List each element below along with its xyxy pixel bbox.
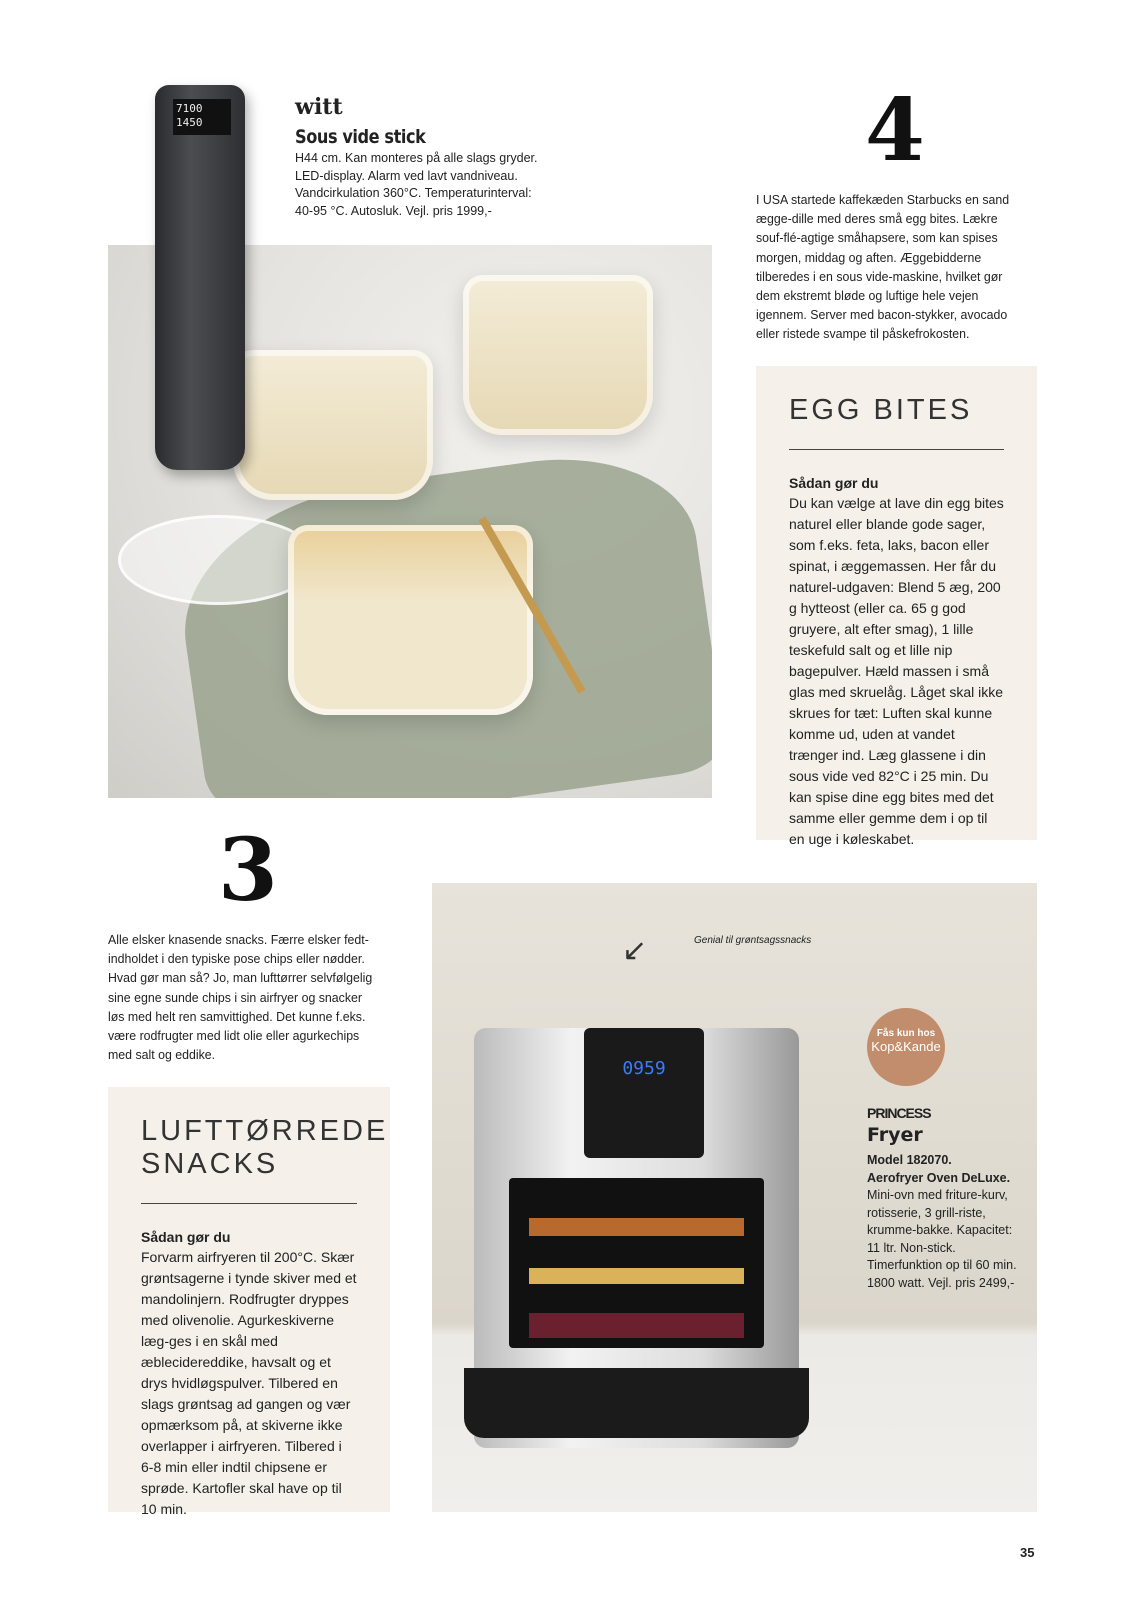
fryer-door xyxy=(464,1368,809,1438)
recipe-title: EGG BITES xyxy=(789,394,973,426)
fryer-display: 0959 xyxy=(584,1028,704,1158)
product-description: H44 cm. Kan monteres på alle slags gryder. LED-display. Alarm ved lavt vandniveau. Vandcirkulation 360°C. Temperaturinterval: 40-95 °C. Autosluk. Vejl. pris 1999,- xyxy=(295,151,538,218)
recipe-text: Du kan vælge at lave din egg bites naturel eller blande gode sager, som f.eks. feta, laks, bacon eller spinat, i æggemassen. Her får du naturel-udgaven: Blend 5 æg, 200 g hytteost (eller ca. 65 g god gruyere, alt efter smag), 1 lille teskefuld salt og et lille nip bagepulver. Hæld massen i små glas med skruelåg. Låget skal ikke skrues for tæt: Luften skal kunne komme ud, uden at vandet trænger ind. Læg glassene i din sous vide ved 82°C i 25 min. Du kan spise dine egg bites med det samme eller gemme dem i op til en uge i køleskabet. xyxy=(789,495,1004,847)
intro-text: Alle elsker knasende snacks. Færre elsker fedt-indholdet i den typiske pose chips eller nødder. Hvad gør man så? Jo, man lufttørrer selvfølgelig sine egne sunde chips i sin airfryer og snacker løs med helt ren samvittighed. Det kunne f.eks. være rodfrugter med lidt olie eller agurkechips med salt og eddike. xyxy=(108,932,373,1063)
product-title: Sous vide stick xyxy=(295,126,426,148)
sous-vide-stick-image xyxy=(155,85,245,470)
page-number: 35 xyxy=(1020,1545,1035,1560)
recipe-box-snacks xyxy=(108,1087,390,1517)
air-fryer-image xyxy=(474,1028,799,1448)
arrow-icon: ↙ xyxy=(622,934,648,967)
specs: Mini-ovn med friture-kurv, rotisserie, 3 grill-riste, krumme-bakke. Kapacitet: 11 ltr. Non-stick. Timerfunktion op til 60 min. 1800 watt. Vejl. pris 2499,- xyxy=(867,1188,1017,1290)
model: Model 182070. xyxy=(867,1153,952,1167)
divider xyxy=(141,1203,357,1204)
chips-tray xyxy=(529,1313,744,1338)
product-title: Fryer xyxy=(867,1124,923,1146)
product-description xyxy=(867,1152,1027,1292)
divider xyxy=(789,449,1004,450)
how-label: Sådan gør du xyxy=(141,1229,231,1245)
store-badge xyxy=(867,1008,945,1086)
section-number: 4 xyxy=(865,80,925,181)
how-label: Sådan gør du xyxy=(789,475,879,491)
stick-display: 7100 1450 xyxy=(173,99,231,135)
badge-text: Fås kun hos xyxy=(876,1028,936,1039)
jar xyxy=(463,275,653,435)
model-name: Aerofryer Oven DeLuxe. xyxy=(867,1170,1011,1185)
section-number: 3 xyxy=(218,820,278,921)
brand-logo-witt: witt xyxy=(295,94,343,120)
chips-tray xyxy=(529,1218,744,1236)
intro-text: I USA startede kaffekæden Starbucks en sand ægge-dille med deres små egg bites. Lækre souf-flé-agtige småhapsere, som kan spises morgen, middag og aften. Æggebidderne tilberedes i en sous vide-maskine, hvilket gør dem ekstremt bløde og luftige hele vejen igennem. Server med bacon-stykker, avocado eller ristede svampe til påskefrokosten. xyxy=(756,192,1010,342)
badge-store: Kop&Kande xyxy=(871,1039,941,1054)
jar-front xyxy=(288,525,533,715)
recipe-box-egg-bites xyxy=(756,366,1037,847)
annotation: Genial til grøntsagssnacks xyxy=(694,935,812,946)
brand-logo-princess: PRINCESS xyxy=(867,1105,931,1121)
recipe-title: LUFTTØRREDE SNACKS xyxy=(141,1115,389,1180)
recipe-text: Forvarm airfryeren til 200°C. Skær grøntsagerne i tynde skiver med et mandolinjern. Rodfrugter dryppes med olivenolie. Agurkeskiverne læg-ges i en skål med æblecidereddike, havsalt og et drys hvidløgspulver. Tilbered en slags grøntsag ad gangen og vær opmærksom på, at skiverne ikke overlapper i airfryeren. Tilbered i 6-8 min eller indtil chipsene er sprøde. Kartofler skal have op til 10 min. xyxy=(141,1249,357,1517)
jar xyxy=(233,350,433,500)
fryer-window xyxy=(509,1178,764,1348)
chips-tray xyxy=(529,1268,744,1284)
